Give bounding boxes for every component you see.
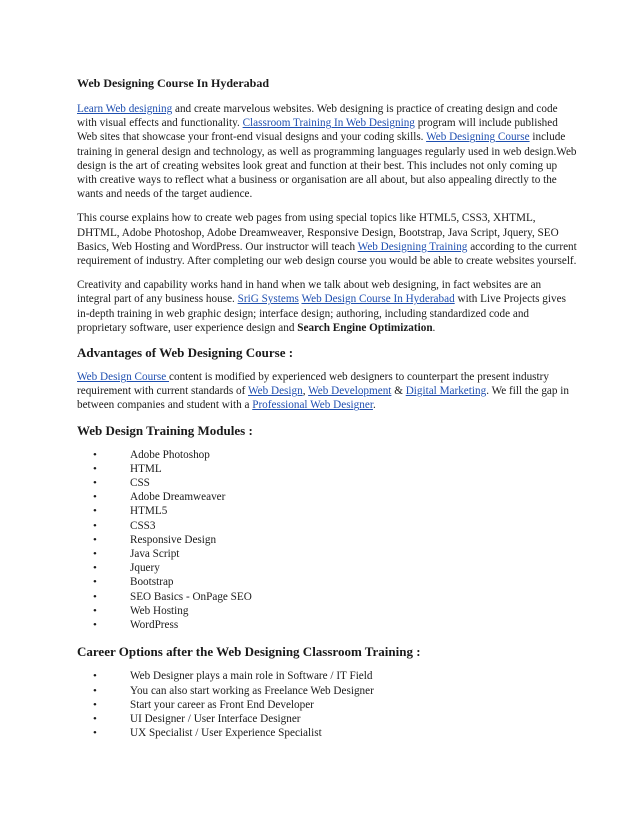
- career-list: [77, 669, 578, 740]
- advantages-text-5: .: [372, 399, 376, 412]
- course-explains-paragraph: [77, 211, 578, 268]
- web-design-course-link[interactable]: Web Design Course: [77, 371, 170, 384]
- list-item: • Start your career as Front End Developer: [93, 698, 578, 712]
- seo-bold-text: Search Engine Optimization: [297, 321, 433, 334]
- course-text-1: This course explains how to create web pages from using special topics like HTML5, CSS3, XHTML, DHTML, Adobe Photoshop, Adobe Dreamweaver, Responsive Design, Bootstrap, Java Script, Jquery, SEO Basics, Web Hosting and WordPress. Our instructor will teach: [77, 212, 559, 253]
- learn-web-designing-link[interactable]: Learn Web designing: [77, 103, 173, 115]
- list-item: • UX Specialist / User Experience Specialist: [93, 726, 578, 740]
- list-item: • UI Designer / User Interface Designer: [93, 712, 578, 726]
- list-item: • Responsive Design: [93, 533, 578, 547]
- srig-systems-link[interactable]: SriG Systems: [237, 293, 299, 306]
- creativity-text-2: with Live Projects gives in-depth training in web graphic design; interface design; authoring, including standardized code and proprietary software, user experience design and: [77, 293, 566, 334]
- digital-marketing-link[interactable]: Digital Marketing: [405, 385, 487, 398]
- web-designing-training-link[interactable]: Web Designing Training: [357, 240, 468, 253]
- professional-web-designer-link[interactable]: Professional Web Designer: [252, 399, 373, 412]
- web-design-course-hyderabad-link[interactable]: Web Design Course In Hyderabad: [301, 293, 455, 306]
- career-heading: Career Options after the Web Designing Classroom Training :: [77, 644, 421, 660]
- list-item: • Java Script: [93, 547, 578, 561]
- list-item: • WordPress: [93, 618, 578, 632]
- list-item: • CSS3: [93, 519, 578, 533]
- modules-heading: Web Design Training Modules :: [77, 422, 253, 438]
- classroom-training-link[interactable]: Classroom Training In Web Designing: [242, 117, 415, 130]
- advantages-paragraph: [77, 370, 578, 413]
- web-design-link[interactable]: Web Design: [247, 385, 303, 398]
- list-item: • Web Designer plays a main role in Software / IT Field: [93, 669, 578, 683]
- modules-list: [77, 448, 578, 633]
- list-item: • Adobe Photoshop: [93, 448, 578, 462]
- list-item: • CSS: [93, 476, 578, 490]
- list-item: • HTML: [93, 462, 578, 476]
- intro-text-1: and create marvelous websites. Web designing is practice of creating design and code with visual effects and functionality.: [77, 103, 558, 130]
- advantages-text-3: &: [391, 385, 406, 398]
- intro-text-2: program will include published Web sites that showcase your front-end visual designs and your coding skills.: [77, 117, 558, 144]
- web-development-link[interactable]: Web Development: [308, 385, 392, 398]
- advantages-heading: Advantages of Web Designing Course :: [77, 345, 294, 361]
- list-item: • SEO Basics - OnPage SEO: [93, 590, 578, 604]
- document-title: Web Designing Course In Hyderabad: [77, 76, 270, 90]
- list-item: • You can also start working as Freelance Web Designer: [93, 684, 578, 698]
- advantages-text-1: content is modified by experienced web designers to counterpart the present industry requirement with current standards of: [77, 371, 549, 398]
- creativity-text-3: .: [432, 321, 436, 334]
- list-item: • Jquery: [93, 561, 578, 575]
- list-item: • HTML5: [93, 504, 578, 518]
- advantages-text-2: ,: [302, 385, 309, 398]
- course-text-2: according to the current requirement of industry. After completing our web design course you would be able to create websites yourself.: [77, 240, 577, 268]
- intro-paragraph: [77, 102, 578, 201]
- list-item: • Web Hosting: [93, 604, 578, 618]
- creativity-paragraph: [77, 278, 578, 335]
- creativity-text-1: Creativity and capability works hand in hand when we talk about web designing, in fact websites are an integral part of any business house.: [77, 279, 542, 306]
- advantages-text-4: . We fill the gap in between companies and student with a: [77, 385, 569, 412]
- intro-text-3: include training in general design and technology, as well as programming languages regularly used in web design.Web design is the art of creating websites look great and function at their best. This includes not only coming up with creative ways to reflect what a business or organisation are all about, but also appealing directly to the wants and needs of the target audience.: [77, 131, 577, 201]
- web-designing-course-link[interactable]: Web Designing Course: [426, 131, 530, 144]
- list-item: • Adobe Dreamweaver: [93, 490, 578, 504]
- list-item: • Bootstrap: [93, 575, 578, 589]
